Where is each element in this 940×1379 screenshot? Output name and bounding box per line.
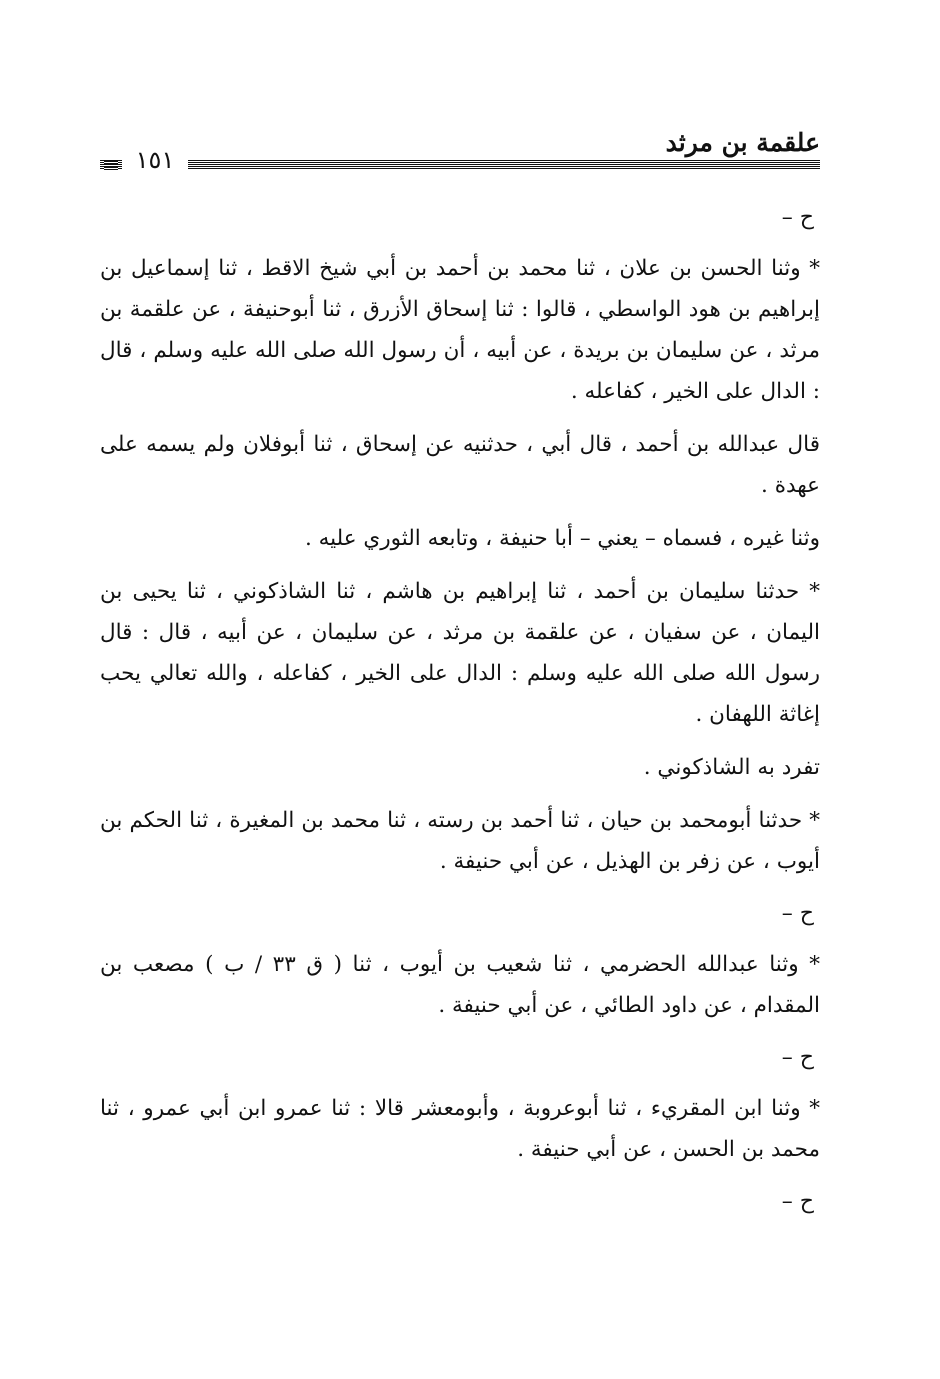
paragraph: وثنا غيره ، فسماه – يعني – أبا حنيفة ، وتابعه الثوري عليه .: [304, 526, 820, 551]
section-marker: ح –: [781, 205, 814, 230]
section-marker: ح –: [781, 901, 814, 926]
paragraph: * وثنا الحسن بن علان ، ثنا محمد بن أحمد بن أبي شيخ الاقط ، ثنا إسماعيل بن إبراهيم بن هود الواسطي ، قالوا : ثنا إسحاق الأزرق ، ثنا أبوحنيفة ، عن علقمة بن مرثد ، عن سليمان بن بريدة ، عن أبيه ، أن رسول الله صلى الله عليه وسلم ، قال : الدال على الخير ، كفاعله .: [100, 256, 820, 404]
paragraph: * وثنا عبدالله الحضرمي ، ثنا شعيب بن أيوب ، ثنا ( ق ٣٣ / ب ) مصعب بن المقدام ، عن داود الطائي ، عن أبي حنيفة .: [100, 952, 820, 1018]
section-marker: ح –: [781, 1189, 814, 1214]
paragraph: قال عبدالله بن أحمد ، قال أبي ، حدثنيه عن إسحاق ، ثنا أبوفلان ولم يسمه على عهدة .: [100, 432, 820, 498]
page-number: ١٥١: [135, 146, 175, 174]
running-header: [100, 128, 820, 174]
header-rule: [100, 160, 820, 170]
paragraph: تفرد به الشاذكوني .: [643, 755, 820, 780]
page-number-box: [122, 145, 188, 175]
paragraph: * حدثنا سليمان بن أحمد ، ثنا إبراهيم بن هاشم ، ثنا الشاذكوني ، ثنا يحيى بن اليمان ، عن سفيان ، عن علقمة بن مرثد ، عن سليمان ، عن أبيه ، قال : قال رسول الله صلى الله عليه وسلم : الدال على الخير ، كفاعله ، والله تعالي يحب إغاثة اللهفان .: [100, 579, 820, 727]
section-marker: ح –: [781, 1045, 814, 1070]
chapter-title: علقمة بن مرثد: [665, 128, 820, 157]
page-body: [100, 198, 820, 1232]
paragraph: * حدثنا أبومحمد بن حيان ، ثنا أحمد بن رسته ، ثنا محمد بن المغيرة ، ثنا الحكم بن أيوب ، عن زفر بن الهذيل ، عن أبي حنيفة .: [100, 808, 820, 874]
paragraph: * وثنا ابن المقريء ، ثنا أبوعروبة ، وأبومعشر قالا : ثنا عمرو ابن أبي عمرو ، ثنا محمد بن الحسن ، عن أبي حنيفة .: [100, 1096, 820, 1162]
header-ornament: [104, 160, 118, 170]
